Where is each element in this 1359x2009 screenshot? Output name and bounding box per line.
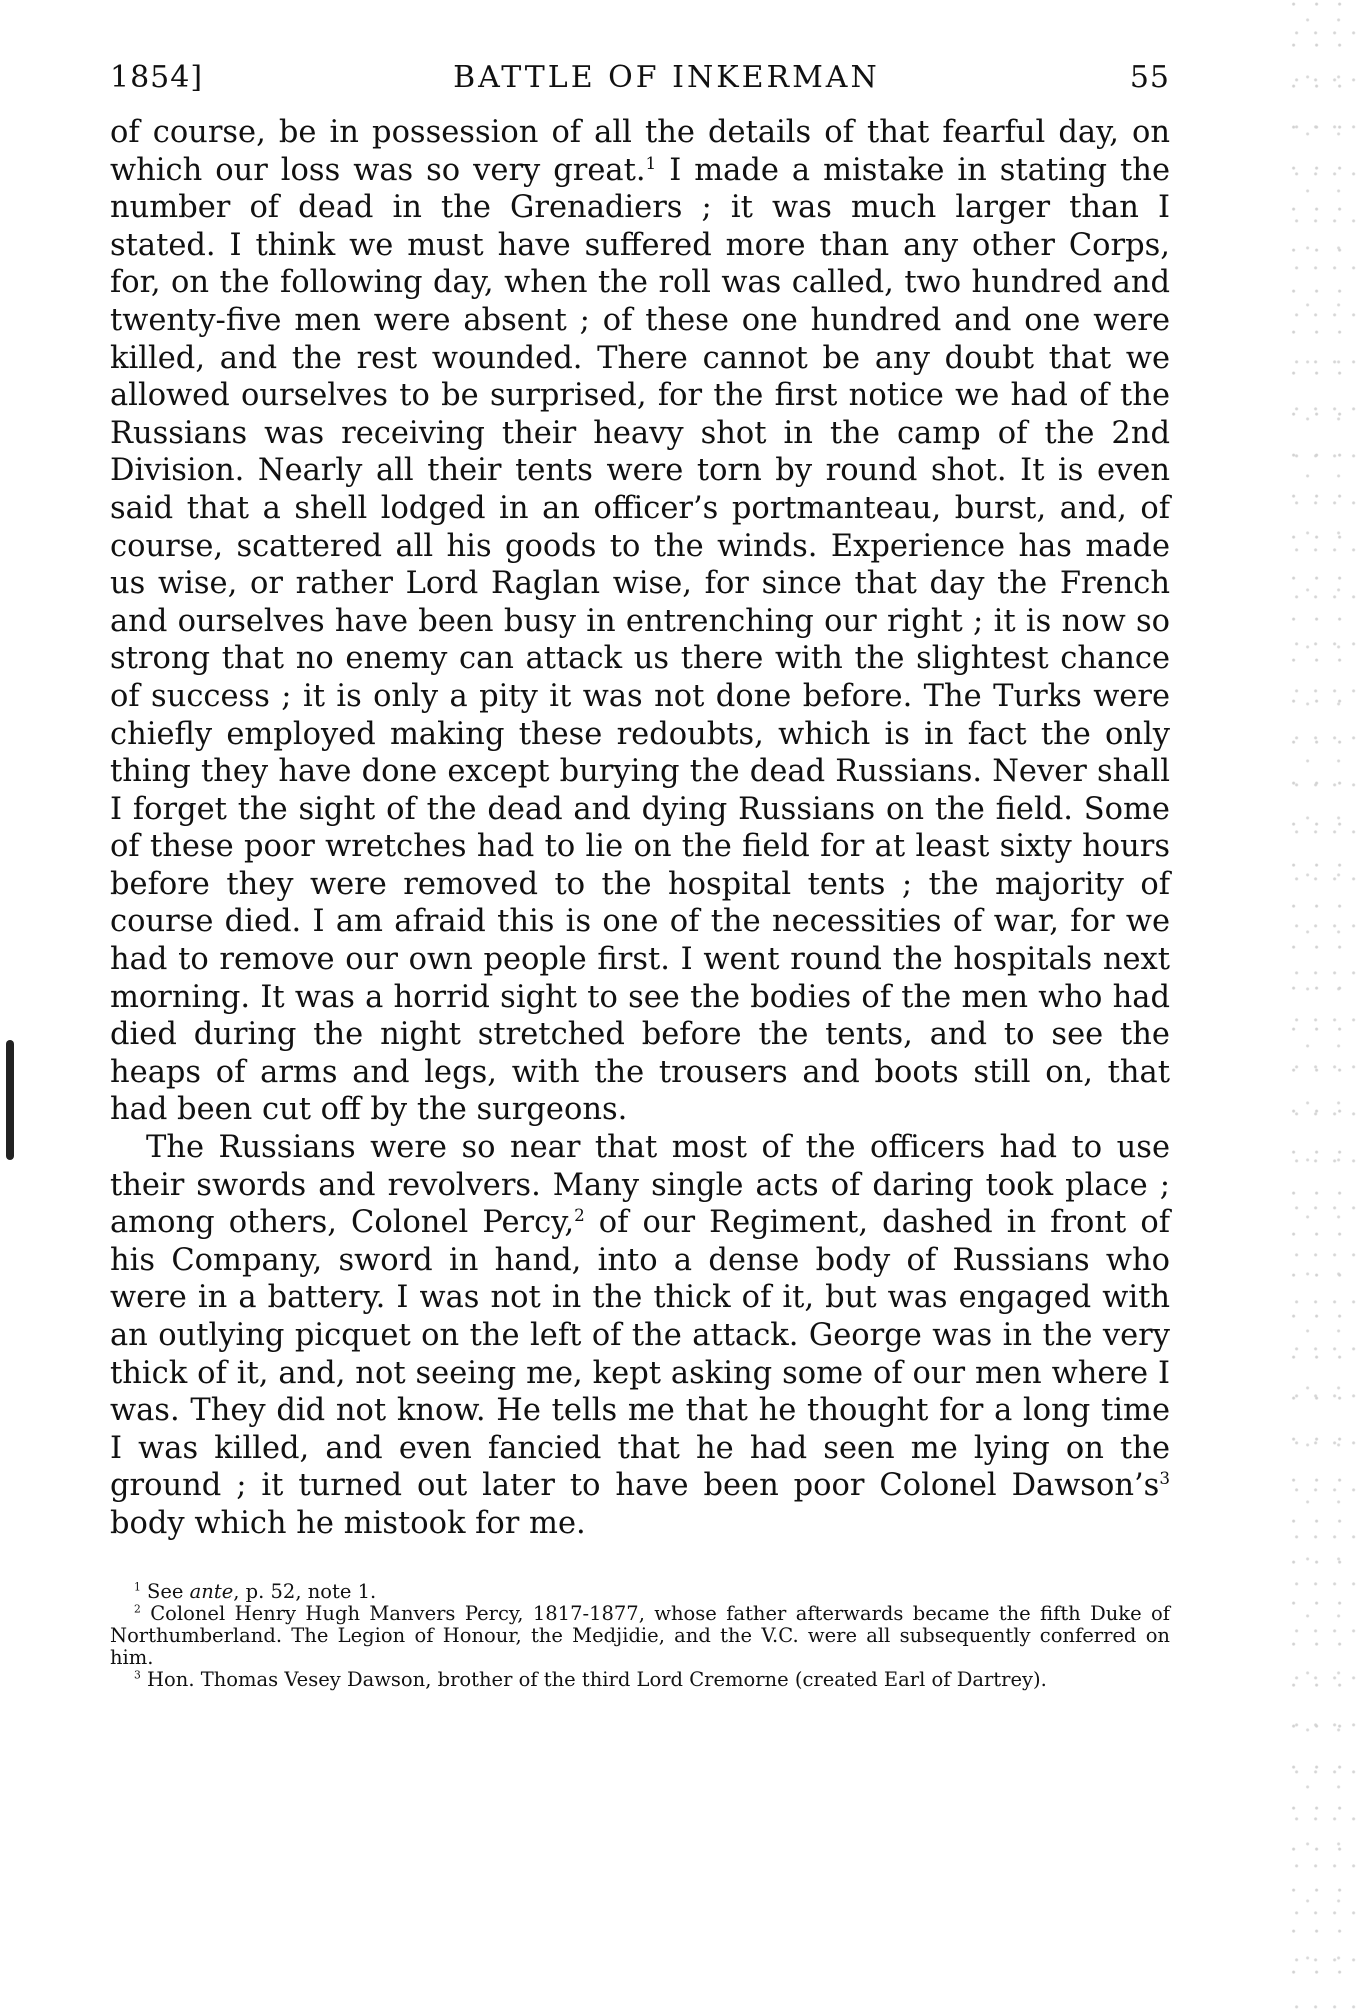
footnote-italic: ante	[189, 1579, 234, 1603]
footnotes	[110, 1581, 1170, 1691]
footnote-ref-2: 2	[574, 1205, 585, 1226]
text-segment: body which he mistook for me.	[110, 1505, 586, 1541]
footnote-ref-1: 1	[645, 152, 657, 173]
footnote-marker: 3	[134, 1668, 141, 1682]
footnote-ref-3: 3	[1159, 1468, 1170, 1489]
text-segment: The Russians were so near that most of the officers had to use their swords and revolvers. Many single acts of daring took place ; among others, Colonel Percy,	[110, 1130, 1170, 1241]
footnote-marker: 2	[134, 1602, 141, 1616]
footnote-text: Colonel Henry Hugh Manvers Percy, 1817-1877, whose father afterwards became the fifth Duke of Northumberland. The Legion of Honour, the Medjidie, and the V.C. were all subsequently conferred on him.	[110, 1601, 1170, 1669]
text-segment: I made a mistake in stating the number of dead in the Grenadiers ; it was much larger than I stated. I think we must have suffered more than any other Corps, for, on the following day, when the roll was called, two hundred and twenty-five men were absent ; of these one hundred and one were killed, and the rest wounded. There cannot be any doubt that we allowed ourselves to be surprised, for the first notice we had of the Russians was receiving their heavy shot in the camp of the 2nd Division. Nearly all their tents were torn by round shot. It is even said that a shell lodged in an officer’s portmanteau, burst, and, of course, scattered all his goods to the winds. Experience has made us wise, or rather Lord Raglan wise, for since that day the French and ourselves have been busy in entrenching our right ; it is now so strong that no enemy can attack us there with the slightest chance of success ; it is only a pity it was not done before. The Turks were chiefly employed making these redoubts, which is in fact the only thing they have done except burying the dead Russians. Never shall I forget the sight of the dead and dying Russians on the field. Some of these poor wretches had to lie on the field for at least sixty hours before they were removed to the hospital tents ; the majority of course died. I am afraid this is one of the necessities of war, for we had to remove our own people first. I went round the hospitals next morning. It was a horrid sight to see the bodies of the men who had died during the night stretched before the tents, and to see the heaps of arms and legs, with the trousers and boots still on, that had been cut off by the surgeons.	[110, 152, 1171, 1128]
header-year: 1854]	[110, 60, 204, 95]
running-head	[110, 60, 1170, 106]
footnote-3	[110, 1669, 1170, 1691]
text-segment: of course, be in possession of all the details of that fearful day, on which our loss was so very great.	[110, 115, 1170, 188]
footnote-text: See	[147, 1579, 190, 1603]
paragraph-1	[110, 114, 1170, 1129]
header-title: BATTLE OF INKERMAN	[453, 60, 880, 95]
binding-mark	[6, 1040, 14, 1160]
footnote-marker: 1	[134, 1580, 141, 1594]
footnote-2	[110, 1603, 1170, 1669]
footnote-text: , p. 52, note 1.	[233, 1579, 377, 1603]
footnote-1	[110, 1581, 1170, 1603]
body-text	[110, 114, 1170, 1543]
book-page	[110, 60, 1170, 1691]
page-edge-speckle	[1289, 0, 1359, 2009]
page-number: 55	[1129, 60, 1170, 95]
text-segment: of our Regiment, dashed in front of his Company, sword in hand, into a dense body of Russians who were in a battery. I was not in the thick of it, but was engaged with an outlying picquet on the left of the attack. George was in the very thick of it, and, not seeing me, kept asking some of our men where I was. They did not know. He tells me that he thought for a long time I was killed, and even fancied that he had seen me lying on the ground ; it turned out later to have been poor Colonel Dawson’s	[110, 1205, 1171, 1504]
footnote-text: Hon. Thomas Vesey Dawson, brother of the third Lord Cremorne (created Earl of Dartrey).	[147, 1667, 1047, 1691]
paragraph-2	[110, 1129, 1170, 1543]
